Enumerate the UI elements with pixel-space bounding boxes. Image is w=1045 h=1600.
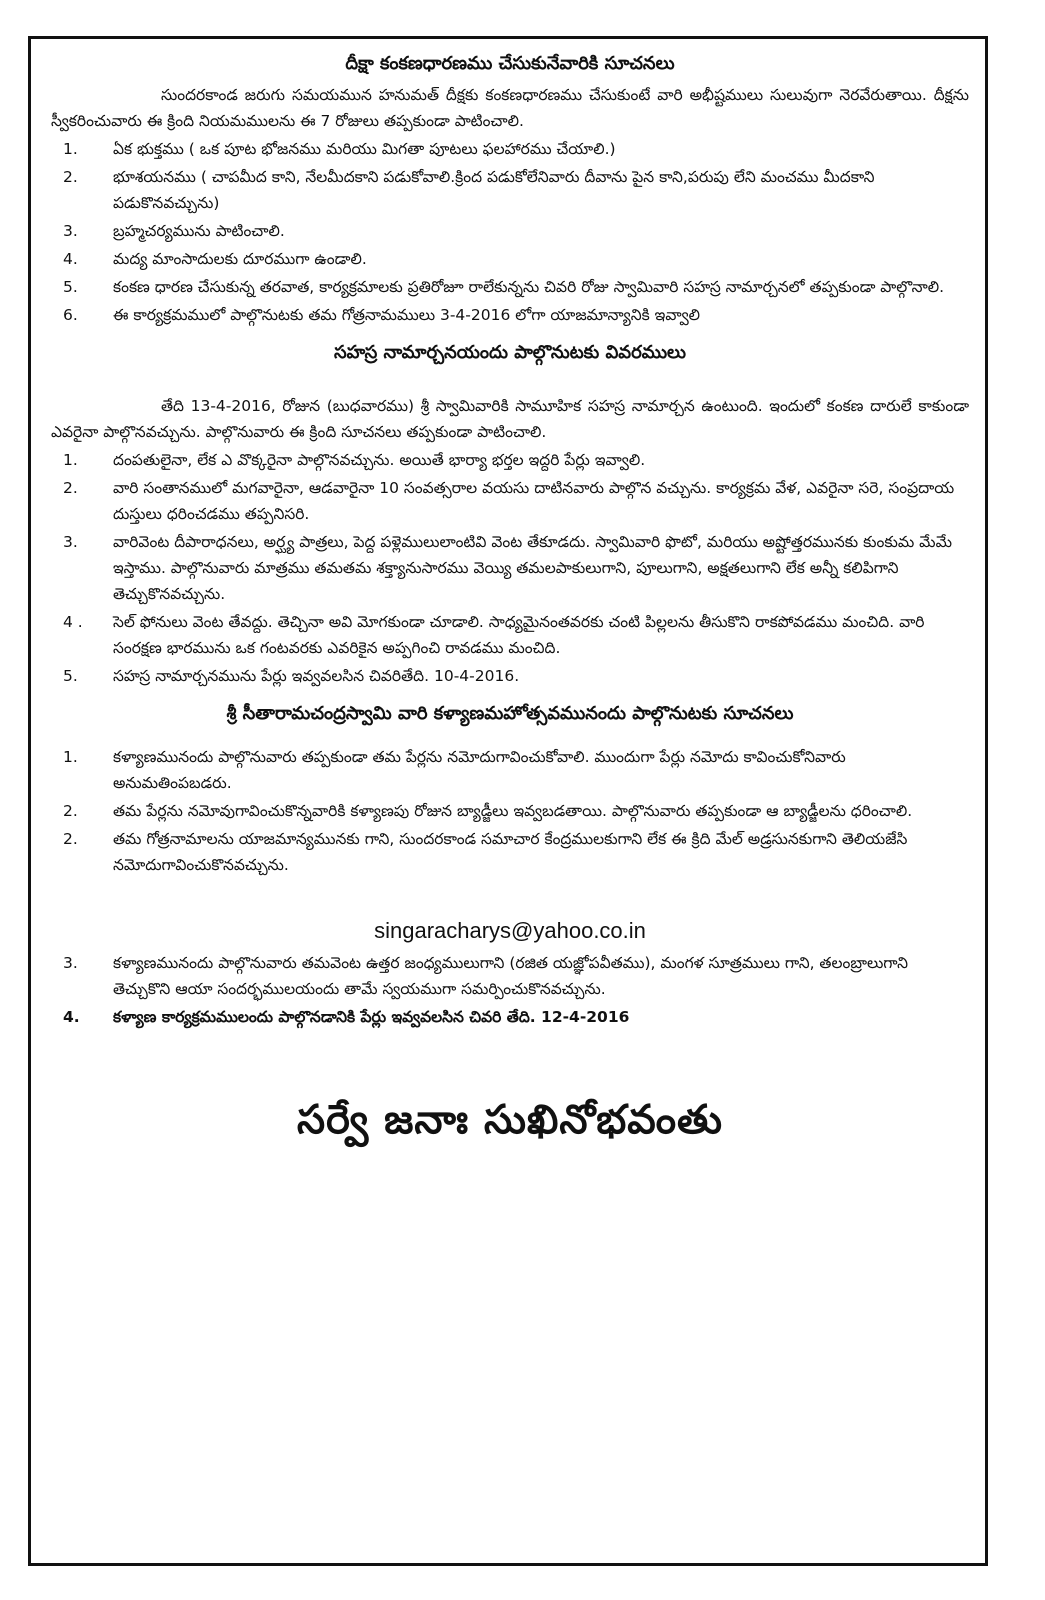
section3-list bbox=[51, 744, 969, 878]
section2-intro: తేది 13-4-2016, రోజున (బుధవారము) శ్రీ స్వామివారికి సామూహిక సహస్ర నామార్చన ఉంటుంది. ఇందులో కంకణ దారులే కాకుండా ఎవరైనా పాల్గొనవచ్చును. పాల్గొనువారు ఈ క్రింది సూచనలు తప్పకుండా పాటించాలి. bbox=[51, 397, 969, 441]
item-text: వారివెంట దీపారాధనలు, అర్ఘ్య పాత్రలు, పెద్ద పళ్లెములులాంటివి వెంట తేకూడదు. స్వామివారి ఫొటో, మరియు అష్టోత్తరమునకు కుంకుమ మేమే ఇస్తాము. పాల్గొనువారు మాత్రము తమతమ శక్త్యానుసారము వెయ్యి తమలపాకులుగాని, పూలుగాని, అక్షతలుగాని లేక అన్నీ కలిపిగాని తెచ్చుకొనవచ్చును. bbox=[113, 533, 952, 603]
item-number: 1. bbox=[63, 451, 78, 469]
list-item bbox=[51, 136, 969, 162]
item-number: 2. bbox=[63, 830, 78, 848]
section1-intro: సుందరకాండ జరుగు సమయమున హనుమత్ దీక్షకు కంకణధారణము చేసుకుంటే వారి అభీష్టములు సులువుగా నెరవేరుతాయి. దీక్షను స్వీకరించువారు ఈ క్రింది నియమములను ఈ 7 రోజులు తప్పకుండా పాటించాలి. bbox=[51, 86, 969, 130]
section2-list bbox=[51, 447, 969, 689]
list-item bbox=[51, 1004, 969, 1030]
list-item bbox=[51, 950, 969, 1002]
item-text: తమ గోత్రనామాలను యాజమాన్యమునకు గాని, సుందరకాండ సమాచార కేంద్రములకుగాని లేక ఈ క్రిది మేల్ అడ్రసునకుగాని తెలియజేసి నమోదుగావించుకొనవచ్చును. bbox=[113, 830, 908, 874]
item-number: 5. bbox=[63, 278, 78, 296]
item-text: సహస్ర నామార్చనమును పేర్లు ఇవ్వవలసిన చివరితేది. 10-4-2016. bbox=[113, 667, 520, 685]
item-text: ఈ కార్యక్రమములో పాల్గొనుటకు తమ గోత్రనామములు 3-4-2016 లోగా యాజమాన్యానికి ఇవ్వాలి bbox=[113, 306, 701, 324]
item-text: వారి సంతానములో మగవారైనా, ఆడవారైనా 10 సంవత్సరాల వయసు దాటినవారు పాల్గొన వచ్చును. కార్యక్రమ వేళ, ఎవరైనా సరె, సంప్రదాయ దుస్తులు ధరించడము తప్పనిసరి. bbox=[113, 479, 955, 523]
closing-blessing: సర్వే జనాః సుఖినోభవంతు bbox=[297, 1096, 723, 1143]
item-number: 3. bbox=[63, 954, 78, 972]
item-text: మద్య మాంసాదులకు దూరముగా ఉండాలి. bbox=[113, 250, 367, 268]
page-border bbox=[28, 36, 988, 1566]
item-text: కళ్యాణమునందు పాల్గొనువారు తప్పకుండా తమ పేర్లను నమోదుగావించుకోవాలి. ముందుగా పేర్లు నమోదు కావించుకోనివారు అనుమతింపబడరు. bbox=[113, 748, 846, 792]
item-text: కంకణ ధారణ చేసుకున్న తరవాత, కార్యక్రమాలకు ప్రతిరోజూ రాలేకున్నను చివరి రోజు స్వామివారి సహస్ర నామార్చనలో తప్పకుండా పాల్గొనాలి. bbox=[113, 278, 945, 296]
item-number: 4. bbox=[63, 1008, 80, 1026]
list-item bbox=[51, 826, 969, 878]
item-number: 3. bbox=[63, 533, 78, 551]
section3-list-continued bbox=[51, 950, 969, 1030]
item-number: 6. bbox=[63, 306, 78, 324]
item-text: కళ్యాణమునందు పాల్గొనువారు తమవెంట ఉత్తర జంధ్యములుగాని (రజిత యజ్ఞోపవీతము), మంగళ సూత్రములు గాని, తలంబ్రాలుగాని తెచ్చుకొని ఆయా సందర్భములయందు తామే స్వయముగా సమర్పించుకొనవచ్చును. bbox=[113, 954, 908, 998]
item-number: 2. bbox=[63, 168, 78, 186]
section1-list bbox=[51, 136, 969, 328]
list-item bbox=[51, 246, 969, 272]
item-number: 3. bbox=[63, 222, 78, 240]
list-item bbox=[51, 609, 969, 661]
item-text: కళ్యాణ కార్యక్రమములందు పాల్గొనడానికి పేర్లు ఇవ్వవలసిన చివరి తేది. 12-4-2016 bbox=[113, 1008, 630, 1026]
item-number: 2. bbox=[63, 479, 78, 497]
document-body bbox=[51, 53, 969, 1153]
section3-title: శ్రీ సీతారామచంద్రస్వామి వారి కళ్యాణమహోత్సవమునందు పాల్గొనుటకు సూచనలు bbox=[226, 703, 794, 724]
list-item bbox=[51, 164, 969, 216]
item-text: తమ పేర్లను నమోవుగావించుకొన్నవారికి కళ్యాణపు రోజున బ్యాడ్జీలు ఇవ్వబడతాయి. పాల్గొనువారు తప్పకుండా ఆ బ్యాడ్జీలను ధరించాలి. bbox=[113, 802, 913, 820]
list-item bbox=[51, 447, 969, 473]
item-text: బ్రహ్మచర్యమును పాటించాలి. bbox=[113, 222, 285, 240]
item-number: 1. bbox=[63, 140, 78, 158]
item-number: 5. bbox=[63, 667, 78, 685]
item-text: సెల్ ఫోనులు వెంట తేవద్దు. తెచ్చినా అవి మోగకుండా చూడాలి. సాధ్యమైనంతవరకు చంటి పిల్లలను తీసుకొని రాకపోవడము మంచిది. వారి సంరక్షణ భారమును ఒక గంటవరకు ఎవరికైన అప్పగించి రావడము మంచిది. bbox=[113, 613, 925, 657]
list-item bbox=[51, 744, 969, 796]
section2-title: సహస్ర నామార్చనయందు పాల్గొనుటకు వివరములు bbox=[333, 342, 687, 363]
item-number: 4. bbox=[63, 250, 78, 268]
item-number: 2. bbox=[63, 802, 78, 820]
list-item bbox=[51, 475, 969, 527]
item-number: 1. bbox=[63, 748, 78, 766]
list-item bbox=[51, 529, 969, 607]
item-text: ఏక భుక్తము ( ఒక పూట భోజనము మరియు మిగతా పూటలు ఫలహారము చేయాలి.) bbox=[113, 140, 616, 158]
list-item bbox=[51, 798, 969, 824]
list-item bbox=[51, 302, 969, 328]
item-text: భూశయనము ( చాపమీద కాని, నేలమీదకాని పడుకోవాలి.క్రింద పడుకోలేనివారు దీవాను పైన కాని,పరుపు లేని మంచము మీదకాని పడుకొనవచ్చును) bbox=[113, 168, 875, 212]
item-number: 4 . bbox=[63, 613, 83, 631]
section1-title: దీక్షా కంకణధారణము చేసుకునేవారికి సూచనలు bbox=[345, 53, 675, 74]
list-item bbox=[51, 663, 969, 689]
list-item bbox=[51, 218, 969, 244]
item-text: దంపతులైనా, లేక ఎ వొక్కరైనా పాల్గొనవచ్చును. అయితే భార్యా భర్తల ఇద్దరి పేర్లు ఇవ్వాలి. bbox=[113, 451, 646, 469]
contact-email[interactable]: singaracharys@yahoo.co.in bbox=[374, 918, 646, 943]
list-item bbox=[51, 274, 969, 300]
